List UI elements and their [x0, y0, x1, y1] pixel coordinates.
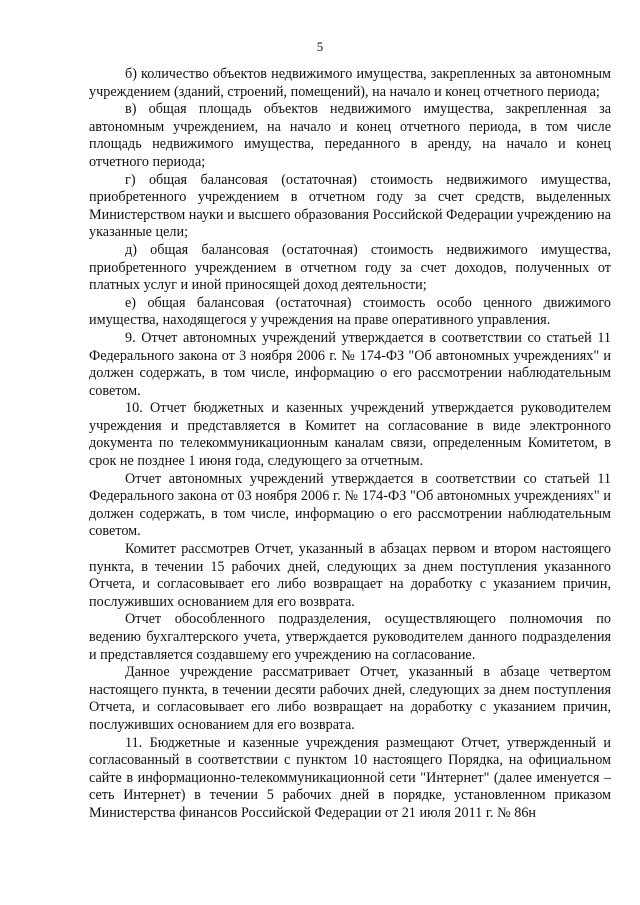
paragraph-v: в) общая площадь объектов недвижимого имущества, закрепленная за автономным учреждением, на начало и конец отчетного периода, в том числе площадь недвижимого имущества, переданного в аренду, на начало и конец отчетного периода; — [89, 101, 611, 170]
paragraph-item-10-committee-review: Комитет рассмотрев Отчет, указанный в абзацах первом и втором настоящего пункта, в течении 15 рабочих дней, следующих за днем поступления указанного Отчета, и согласовывает его либо возвращает на доработку с указанием причин, послуживших основанием для его возврата. — [89, 541, 611, 610]
paragraph-item-10: 10. Отчет бюджетных и казенных учреждений утверждается руководителем учреждения и представляется в Комитет на согласование в виде электронного документа по телекоммуникационным каналам связи, определенным Комитетом, в срок не позднее 1 июня года, следующего за отчетным. — [89, 400, 611, 470]
paragraph-item-10-autonomous: Отчет автономных учреждений утверждается в соответствии со статьей 11 Федерального закона от 03 ноября 2006 г. № 174-ФЗ "Об автономных учреждениях" и должен содержать, в том числе, информацию о его рассмотрении наблюдательным советом. — [89, 470, 611, 540]
paragraph-b: б) количество объектов недвижимого имущества, закрепленных за автономным учреждением (зданий, строений, помещений), на начало и конец отчетного периода; — [89, 66, 611, 100]
page-number: 5 — [316, 39, 324, 54]
paragraph-g: г) общая балансовая (остаточная) стоимость недвижимого имущества, приобретенного учреждением в отчетном году за счет средств, выделенных Министерством науки и высшего образования Российской Федерации учреждению на указанные цели; — [89, 171, 611, 241]
paragraph-item-11: 11. Бюджетные и казенные учреждения размещают Отчет, утвержденный и согласованный в соответствии с пунктом 10 настоящего Порядка, на официальном сайте в информационно-телекоммуникационной сети "Интернет" (далее именуется – сеть Интернет) в течении 5 рабочих дней в порядке, установленном приказом Министерства финансов Российской Федерации от 21 июля 2011 г. № 86н — [89, 734, 611, 821]
paragraph-item-10-institution-review: Данное учреждение рассматривает Отчет, указанный в абзаце четвертом настоящего пункта, в течении десяти рабочих дней, следующих за днем поступления Отчета, и согласовывает его либо возвращает на доработку с указанием причин, послуживших основанием для его возврата. — [89, 664, 611, 733]
paragraph-e: е) общая балансовая (остаточная) стоимость особо ценного движимого имущества, находящегося у учреждения на праве оперативного управления. — [89, 294, 611, 329]
paragraph-d: д) общая балансовая (остаточная) стоимость недвижимого имущества, приобретенного учреждением в отчетном году за счет доходов, полученных от платных услуг и иной приносящей доход деятельности; — [89, 241, 611, 294]
paragraph-item-10-subdivision: Отчет обособленного подразделения, осуществляющего полномочия по ведению бухгалтерского учета, утверждается руководителем данного подразделения и представляется создавшему его учреждению на согласование. — [89, 611, 611, 663]
document-body — [89, 66, 611, 823]
paragraph-item-9: 9. Отчет автономных учреждений утверждается в соответствии со статьей 11 Федерального закона от 3 ноября 2006 г. № 174-ФЗ "Об автономных учреждениях" и должен содержать, в том числе, информацию о его рассмотрении наблюдательным советом. — [89, 329, 611, 399]
